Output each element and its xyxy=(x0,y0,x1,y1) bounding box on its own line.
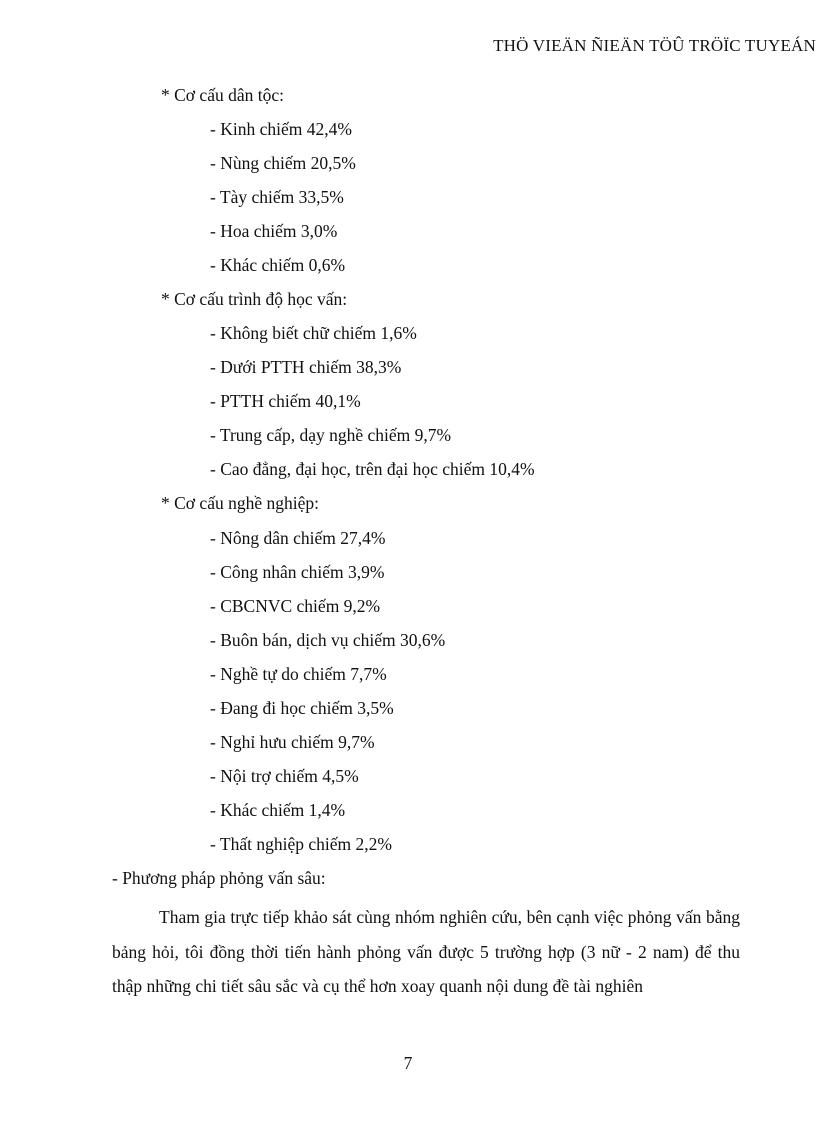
list-item: - CBCNVC chiếm 9,2% xyxy=(210,596,381,616)
section-heading-occupation: * Cơ cấu nghề nghiệp: xyxy=(161,493,319,513)
list-item: - Nội trợ chiếm 4,5% xyxy=(210,766,359,786)
list-item: - Tày chiếm 33,5% xyxy=(210,187,344,207)
list-item: - Công nhân chiếm 3,9% xyxy=(210,562,385,582)
list-item: - Buôn bán, dịch vụ chiếm 30,6% xyxy=(210,630,446,650)
page-header: THÖ VIEÄN ÑIEÄN TÖÛ TRÖÏC TUYEÁN xyxy=(493,36,816,55)
method-paragraph: Tham gia trực tiếp khảo sát cùng nhóm nghiên cứu, bên cạnh việc phỏng vấn bằng bảng hỏi, tôi đồng thời tiến hành phỏng vấn được 5 trường hợp (3 nữ - 2 nam) để thu thập những chi tiết sâu sắc và cụ thể hơn xoay quanh nội dung đề tài nghiên xyxy=(112,907,740,996)
list-item: - Cao đẳng, đại học, trên đại học chiếm 10,4% xyxy=(210,459,535,479)
method-heading: - Phương pháp phỏng vấn sâu: xyxy=(112,868,326,888)
list-item: - Không biết chữ chiếm 1,6% xyxy=(210,323,417,343)
section-heading-education: * Cơ cấu trình độ học vấn: xyxy=(161,289,348,309)
page-number: 7 xyxy=(403,1053,413,1073)
section-heading-ethnicity: * Cơ cấu dân tộc: xyxy=(161,85,284,105)
list-item: - Nông dân chiếm 27,4% xyxy=(210,528,386,548)
list-item: - Khác chiếm 0,6% xyxy=(210,255,346,275)
list-item: - Nghề tự do chiếm 7,7% xyxy=(210,664,387,684)
list-item: - PTTH chiếm 40,1% xyxy=(210,391,361,411)
list-item: - Hoa chiếm 3,0% xyxy=(210,221,338,241)
list-item: - Dưới PTTH chiếm 38,3% xyxy=(210,357,402,377)
list-item: - Nùng chiếm 20,5% xyxy=(210,153,356,173)
list-item: - Kinh chiếm 42,4% xyxy=(210,119,352,139)
list-item: - Trung cấp, dạy nghề chiếm 9,7% xyxy=(210,425,452,445)
list-item: - Đang đi học chiếm 3,5% xyxy=(210,698,394,718)
list-item: - Nghỉ hưu chiếm 9,7% xyxy=(210,732,375,752)
list-item: - Thất nghiệp chiếm 2,2% xyxy=(210,834,392,854)
list-item: - Khác chiếm 1,4% xyxy=(210,800,346,820)
